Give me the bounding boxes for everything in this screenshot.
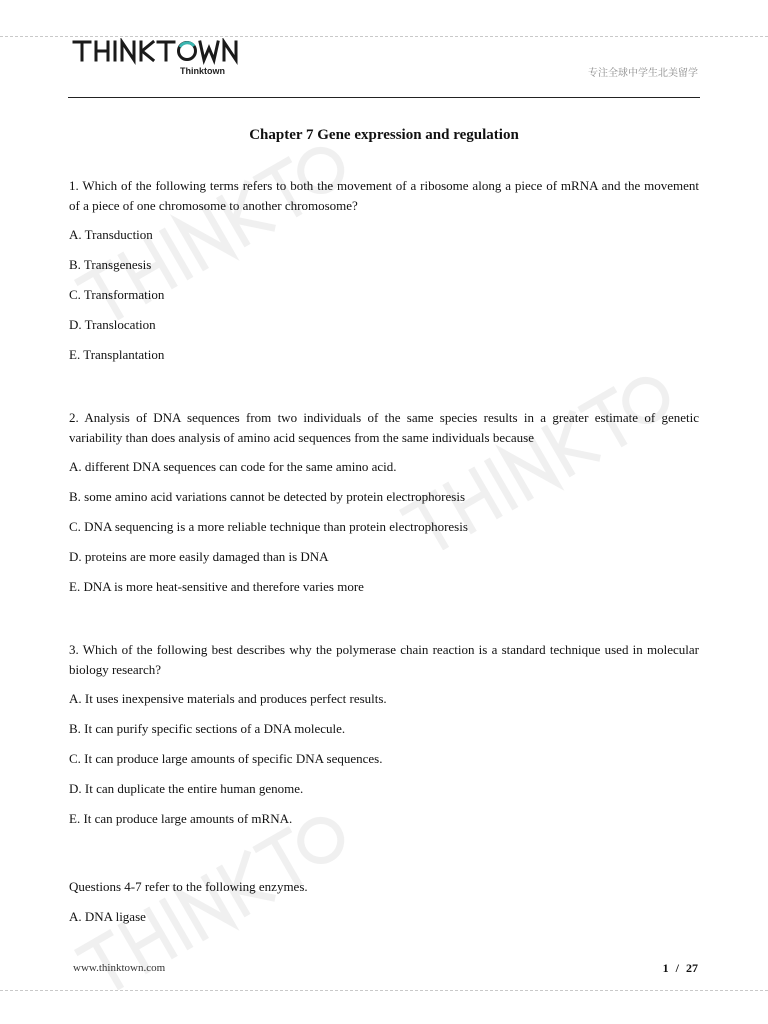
question-3-option-e: E. It can produce large amounts of mRNA. — [69, 811, 293, 826]
question-3-option-c: C. It can produce large amounts of specific DNA sequences. — [69, 751, 383, 766]
page-number — [663, 961, 698, 976]
question-2-stem: 2. Analysis of DNA sequences from two individuals of the same species results in a greater estimate of genetic variability than does analysis of amino acid sequences from the same individuals because — [69, 410, 699, 445]
question-3-option-d: D. It can duplicate the entire human genome. — [69, 781, 304, 796]
question-3 — [69, 640, 699, 834]
question-1-option-e: E. Transplantation — [69, 347, 165, 362]
question-3-stem: 3. Which of the following best describes why the polymerase chain reaction is a standard technique used in molecular biology research? — [69, 642, 699, 677]
question-1-option-b: B. Transgenesis — [69, 257, 152, 272]
question-2-option-c: C. DNA sequencing is a more reliable technique than protein electrophoresis — [69, 519, 468, 534]
question-1-option-a: A. Transduction — [69, 227, 153, 242]
question-1-option-d: D. Translocation — [69, 317, 156, 332]
page-separator: / — [675, 961, 679, 975]
chapter-title: Chapter 7 Gene expression and regulation — [249, 127, 519, 143]
question-1-option-c: C. Transformation — [69, 287, 165, 302]
top-dashed-border — [0, 36, 768, 37]
question-2-option-d: D. proteins are more easily damaged than is DNA — [69, 549, 329, 564]
question-2 — [69, 408, 699, 602]
question-2-option-e: E. DNA is more heat-sensitive and therefore varies more — [69, 579, 364, 594]
question-group-option-a: A. DNA ligase — [69, 909, 146, 924]
question-1-stem: 1. Which of the following terms refers to both the movement of a ribosome along a piece of mRNA and the movement of a piece of one chromosome to another chromosome? — [69, 178, 699, 213]
question-content — [69, 176, 699, 932]
question-3-option-b: B. It can purify specific sections of a DNA molecule. — [69, 721, 346, 736]
current-page: 1 — [662, 961, 669, 975]
question-group-4-7 — [69, 872, 699, 932]
question-2-option-b: B. some amino acid variations cannot be detected by protein electrophoresis — [69, 489, 466, 504]
footer-website: www.thinktown.com — [73, 962, 166, 974]
question-1 — [69, 176, 699, 370]
bottom-dashed-border — [0, 990, 768, 991]
total-pages: 27 — [686, 961, 698, 975]
question-2-option-a: A. different DNA sequences can code for the same amino acid. — [69, 459, 397, 474]
question-3-option-a: A. It uses inexpensive materials and produces perfect results. — [69, 691, 387, 706]
header-divider — [68, 97, 700, 98]
header-tagline: 专注全球中学生北美留学 — [588, 68, 698, 79]
question-group-intro: Questions 4-7 refer to the following enzymes. — [69, 879, 308, 894]
logo-subtitle: Thinktown — [180, 66, 225, 76]
